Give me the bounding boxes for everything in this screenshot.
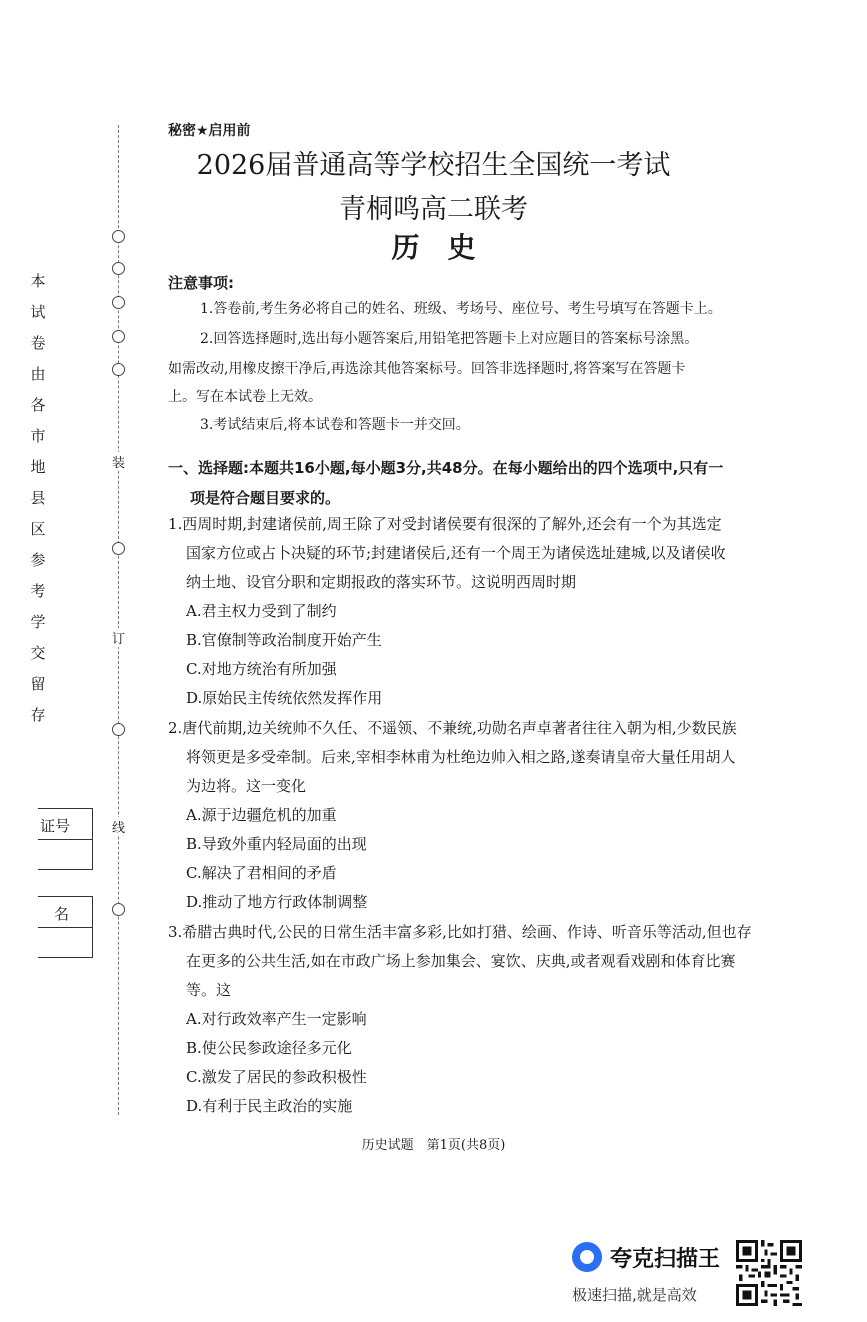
name-field[interactable]: 名 xyxy=(38,896,93,958)
option-b[interactable]: B.官僚制等政治制度开始产生 xyxy=(186,631,382,649)
bind-char-xian: 线 xyxy=(112,817,125,836)
note-item-1: 1.答卷前,考生务必将自己的姓名、班级、考场号、座位号、考生号填写在答题卡上。 xyxy=(200,301,722,317)
binding-hole xyxy=(112,363,125,376)
option-c[interactable]: C.解决了君相间的矛盾 xyxy=(186,864,337,882)
binding-hole xyxy=(112,723,125,736)
binding-hole xyxy=(112,330,125,343)
note-item-2-line2: 如需改动,用橡皮擦干净后,再选涂其他答案标号。回答非选择题时,将答案写在答题卡 xyxy=(168,361,686,377)
page-footer: 历史试题 第1页(共8页) xyxy=(361,1138,506,1153)
margin-vertical-text: 本 试 卷 由 各 市 地 县 区 参 考 学 交 留 存 xyxy=(30,272,46,724)
bind-char-ding: 订 xyxy=(112,628,125,647)
confidential-label: 秘密★启用前 xyxy=(168,123,251,139)
id-number-field[interactable]: 证号 xyxy=(38,808,93,870)
note-item-2-line3: 上。写在本试卷上无效。 xyxy=(168,389,322,405)
qr-code-icon xyxy=(736,1240,802,1306)
option-d[interactable]: D.有利于民主政治的实施 xyxy=(186,1097,353,1115)
question-3: 3.希腊古典时代,公民的日常生活丰富多彩,比如打猎、绘画、作诗、听音乐等活动,但也存 在更多的公共生活,如在市政广场上参加集会、宴饮、庆典,或者观看戏剧和体育比赛 等。这 A.对行政效率产生一定影响 B.使公民参政途径多元化 C.激发了居民的参政积极性 D.有利于民主政治的实施 xyxy=(168,918,813,1121)
exam-subtitle: 青桐鸣高二联考 xyxy=(339,194,528,225)
question-1: 1.西周时期,封建诸侯前,周王除了对受封诸侯要有很深的了解外,还会有一个为其选定 国家方位或占卜决疑的环节;封建诸侯后,还有一个周王为诸侯选址建城,以及诸侯收 纳土地、设官分职和定期报政的落实环节。这说明西周时期 A.君主权力受到了制约 B.官僚制等政治制度开始产生 C.对地方统治有所加强 D.原始民主传统依然发挥作用 xyxy=(168,510,813,713)
subject-title: 历史 xyxy=(391,231,504,264)
note-item-3: 3.考试结束后,将本试卷和答题卡一并交回。 xyxy=(200,417,470,433)
bind-char-zhuang: 装 xyxy=(112,452,125,471)
watermark-tagline: 极速扫描,就是高效 xyxy=(572,1286,697,1304)
option-c[interactable]: C.对地方统治有所加强 xyxy=(186,660,337,678)
option-b[interactable]: B.使公民参政途径多元化 xyxy=(186,1039,352,1057)
scanner-watermark xyxy=(566,1240,736,1310)
notes-heading: 注意事项: xyxy=(168,274,234,292)
binding-hole xyxy=(112,903,125,916)
quark-logo-icon xyxy=(572,1242,602,1272)
option-d[interactable]: D.推动了地方行政体制调整 xyxy=(186,893,368,911)
binding-hole xyxy=(112,296,125,309)
watermark-brand: 夸克扫描王 xyxy=(610,1247,721,1272)
binding-hole xyxy=(112,542,125,555)
option-a[interactable]: A.对行政效率产生一定影响 xyxy=(186,1010,367,1028)
exam-title: 2026届普通高等学校招生全国统一考试 xyxy=(196,150,671,181)
option-d[interactable]: D.原始民主传统依然发挥作用 xyxy=(186,689,383,707)
option-a[interactable]: A.君主权力受到了制约 xyxy=(186,602,337,620)
section-heading: 一、选择题:本题共16小题,每小题3分,共48分。在每小题给出的四个选项中,只有一 项是符合题目要求的。 xyxy=(168,459,724,507)
option-a[interactable]: A.源于边疆危机的加重 xyxy=(186,806,337,824)
option-c[interactable]: C.激发了居民的参政积极性 xyxy=(186,1068,367,1086)
note-item-2-line1: 2.回答选择题时,选出每小题答案后,用铅笔把答题卡上对应题目的答案标号涂黑。 xyxy=(200,331,699,347)
option-b[interactable]: B.导致外重内轻局面的出现 xyxy=(186,835,367,853)
question-2: 2.唐代前期,边关统帅不久任、不遥领、不兼统,功勋名声卓著者往往入朝为相,少数民族 将领更是多受牵制。后来,宰相李林甫为杜绝边帅入相之路,遂奏请皇帝大量任用胡人 为边将。这一变化 A.源于边疆危机的加重 B.导致外重内轻局面的出现 C.解决了君相间的矛盾 D.推动了地方行政体制调整 xyxy=(168,714,813,917)
